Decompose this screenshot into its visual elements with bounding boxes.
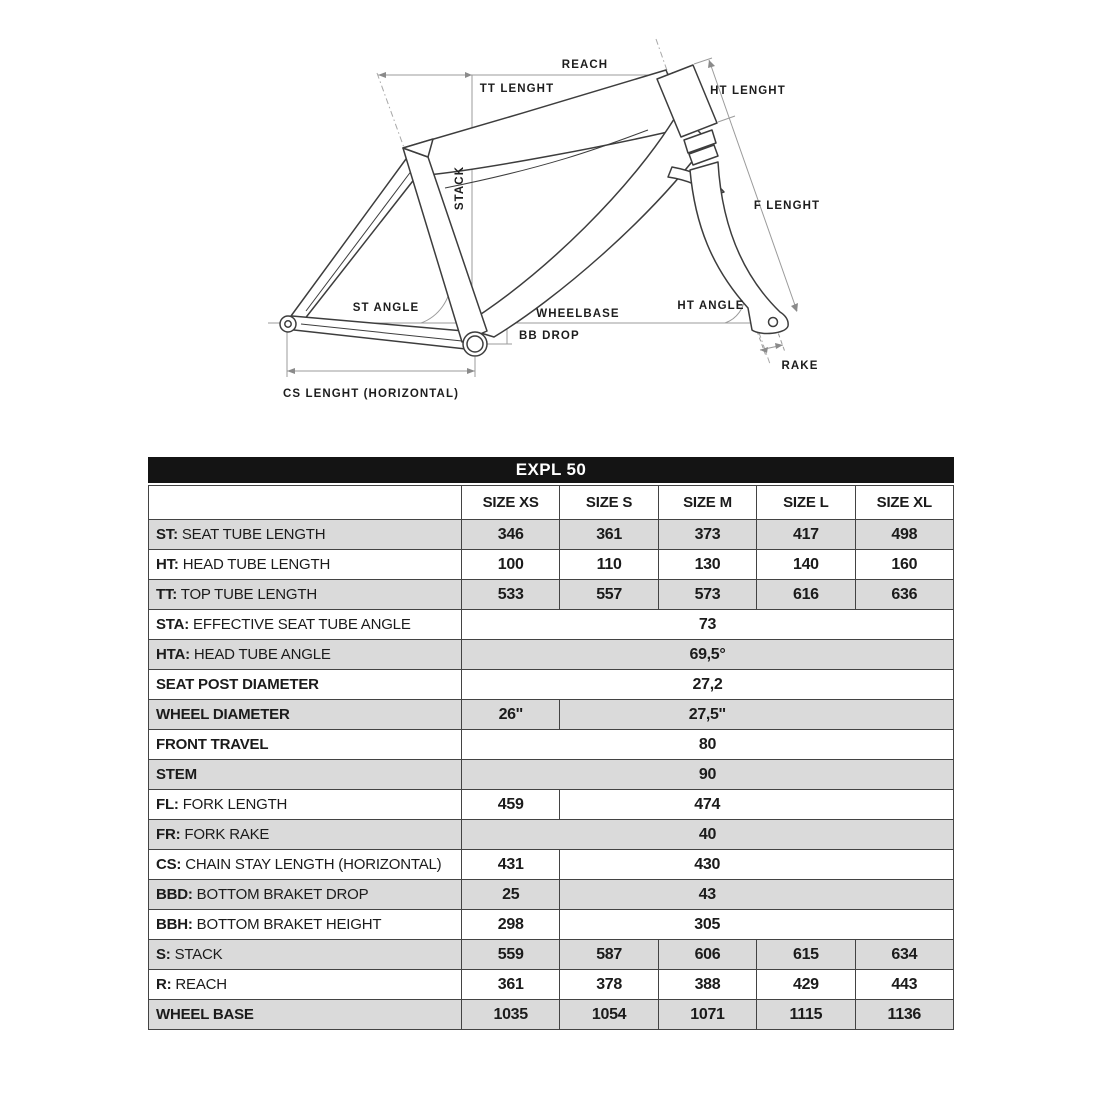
value-cell: 615: [757, 940, 855, 970]
value-cell: 1136: [855, 1000, 953, 1030]
cs-length-label: CS LENGHT (HORIZONTAL): [282, 388, 460, 400]
value-cell: 429: [757, 970, 855, 1000]
value-cell: 606: [658, 940, 756, 970]
row-label-text: WHEEL BASE: [156, 1006, 254, 1023]
row-label: [149, 760, 462, 790]
table-row: [149, 670, 954, 700]
geometry-table-section: [148, 457, 954, 1030]
value-cell: 346: [462, 520, 560, 550]
empty-header-cell: [149, 486, 462, 520]
stack-label: STACK: [454, 165, 466, 211]
row-label: FL: FORK LENGTH: [149, 790, 462, 820]
value-cell: 417: [757, 520, 855, 550]
row-label-prefix: FL:: [156, 796, 179, 813]
value-cell: 27,5'': [560, 700, 954, 730]
row-label-text: SEAT POST DIAMETER: [156, 676, 319, 693]
row-label-prefix: TT:: [156, 586, 178, 603]
st-angle-label: ST ANGLE: [352, 302, 420, 314]
table-row: [149, 790, 954, 820]
value-cell: 430: [560, 850, 954, 880]
table-title: EXPL 50: [148, 457, 954, 483]
tt-length-label: TT LENGHT: [479, 83, 555, 95]
value-cell: 388: [658, 970, 756, 1000]
ht-length-label: HT LENGHT: [710, 85, 786, 97]
table-row: [149, 640, 954, 670]
col-size-s: SIZE S: [560, 486, 658, 520]
seat-stay: [291, 159, 423, 325]
row-label: CS: CHAIN STAY LENGTH (HORIZONTAL): [149, 850, 462, 880]
value-cell: 361: [462, 970, 560, 1000]
table-row: [149, 760, 954, 790]
value-cell: 27,2: [462, 670, 954, 700]
bike-geometry-diagram: [0, 0, 1100, 452]
row-label-prefix: STA:: [156, 616, 190, 633]
value-cell: 298: [462, 910, 560, 940]
value-cell: 443: [855, 970, 953, 1000]
value-cell: 73: [462, 610, 954, 640]
row-label-prefix: R:: [156, 976, 172, 993]
table-row: [149, 1000, 954, 1030]
size-header-row: [149, 486, 954, 520]
value-cell: 1071: [658, 1000, 756, 1030]
table-row: [149, 520, 954, 550]
value-cell: 69,5°: [462, 640, 954, 670]
row-label-prefix: FR:: [156, 826, 181, 843]
bb-drop-label: BB DROP: [519, 330, 580, 342]
table-row: [149, 940, 954, 970]
table-row: [149, 970, 954, 1000]
value-cell: 40: [462, 820, 954, 850]
f-length-label: F LENGHT: [753, 200, 821, 212]
value-cell: 573: [658, 580, 756, 610]
rake-label: RAKE: [781, 360, 819, 372]
row-label-text: FRONT TRAVEL: [156, 736, 269, 753]
value-cell: 80: [462, 730, 954, 760]
row-label: R: REACH: [149, 970, 462, 1000]
value-cell: 634: [855, 940, 953, 970]
value-cell: 1115: [757, 1000, 855, 1030]
row-label: [149, 670, 462, 700]
row-label-prefix: ST:: [156, 526, 178, 543]
value-cell: 130: [658, 550, 756, 580]
front-dropout: [769, 318, 778, 327]
value-cell: 1035: [462, 1000, 560, 1030]
value-cell: 361: [560, 520, 658, 550]
value-cell: 616: [757, 580, 855, 610]
reach-label: REACH: [561, 59, 609, 71]
row-label-text: STEM: [156, 766, 197, 783]
row-label: HTA: HEAD TUBE ANGLE: [149, 640, 462, 670]
table-row: [149, 700, 954, 730]
value-cell: 373: [658, 520, 756, 550]
value-cell: 140: [757, 550, 855, 580]
row-label: BBH: BOTTOM BRAKET HEIGHT: [149, 910, 462, 940]
bottom-bracket: [463, 332, 487, 356]
row-label-text: WHEEL DIAMETER: [156, 706, 290, 723]
row-label: BBD: BOTTOM BRAKET DROP: [149, 880, 462, 910]
table-row: [149, 880, 954, 910]
value-cell: 26'': [462, 700, 560, 730]
row-label: [149, 730, 462, 760]
row-label-prefix: S:: [156, 946, 171, 963]
table-row: [149, 850, 954, 880]
value-cell: 43: [560, 880, 954, 910]
row-label-prefix: BBH:: [156, 916, 193, 933]
row-label: [149, 700, 462, 730]
geometry-table: [148, 485, 954, 1030]
value-cell: 100: [462, 550, 560, 580]
value-cell: 559: [462, 940, 560, 970]
row-label: FR: FORK RAKE: [149, 820, 462, 850]
row-label: HT: HEAD TUBE LENGTH: [149, 550, 462, 580]
value-cell: 90: [462, 760, 954, 790]
table-row: [149, 610, 954, 640]
row-label-prefix: HT:: [156, 556, 179, 573]
value-cell: 533: [462, 580, 560, 610]
row-label-prefix: HTA:: [156, 646, 190, 663]
table-row: [149, 550, 954, 580]
row-label-prefix: CS:: [156, 856, 182, 873]
table-row: [149, 580, 954, 610]
col-size-xs: SIZE XS: [462, 486, 560, 520]
wheelbase-label: WHEELBASE: [536, 308, 620, 320]
col-size-xl: SIZE XL: [855, 486, 953, 520]
row-label: S: STACK: [149, 940, 462, 970]
row-label: STA: EFFECTIVE SEAT TUBE ANGLE: [149, 610, 462, 640]
ht-angle-label: HT ANGLE: [677, 300, 745, 312]
value-cell: 110: [560, 550, 658, 580]
row-label: TT: TOP TUBE LENGTH: [149, 580, 462, 610]
value-cell: 378: [560, 970, 658, 1000]
value-cell: 431: [462, 850, 560, 880]
row-label: ST: SEAT TUBE LENGTH: [149, 520, 462, 550]
value-cell: 25: [462, 880, 560, 910]
table-row: [149, 730, 954, 760]
row-label-prefix: BBD:: [156, 886, 193, 903]
value-cell: 1054: [560, 1000, 658, 1030]
col-size-l: SIZE L: [757, 486, 855, 520]
table-row: [149, 910, 954, 940]
value-cell: 305: [560, 910, 954, 940]
value-cell: 459: [462, 790, 560, 820]
table-row: [149, 820, 954, 850]
value-cell: 160: [855, 550, 953, 580]
row-label: [149, 1000, 462, 1030]
col-size-m: SIZE M: [658, 486, 756, 520]
value-cell: 498: [855, 520, 953, 550]
value-cell: 636: [855, 580, 953, 610]
value-cell: 474: [560, 790, 954, 820]
value-cell: 557: [560, 580, 658, 610]
rear-dropout: [280, 316, 296, 332]
value-cell: 587: [560, 940, 658, 970]
